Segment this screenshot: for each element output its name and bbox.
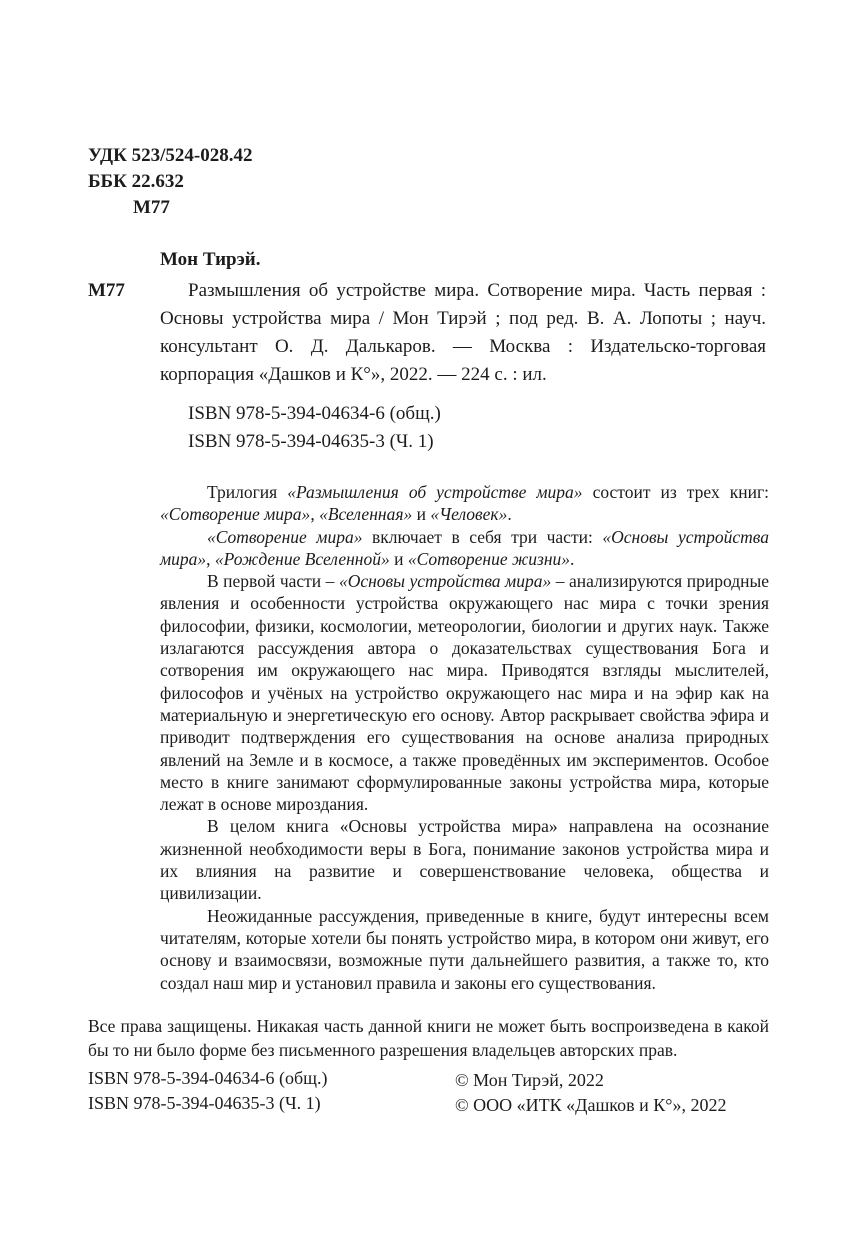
author-mark-left: М77: [88, 280, 125, 301]
bottom-isbn-part: ISBN 978-5-394-04635-3 (Ч. 1): [88, 1093, 321, 1113]
annotation-paragraph-1: [160, 481, 769, 526]
copyright-publisher: © ООО «ИТК «Дашков и К°», 2022: [455, 1095, 727, 1115]
italic-title: «Основы устройства мира»: [160, 526, 769, 569]
bottom-isbn-list: [88, 1066, 328, 1116]
record-isbn-list: [160, 400, 766, 456]
bibliographic-record: [160, 246, 766, 456]
text-run: включает в себя три части:: [362, 526, 603, 547]
text-run: ,: [310, 504, 320, 525]
text-run: состоит из трех книг:: [582, 482, 769, 502]
classification-codes: [88, 143, 252, 221]
italic-title: «Человек»: [430, 504, 508, 525]
annotation-paragraph-5: Неожиданные рассуждения, приведенные в книге, будут интересны всем читателям, которые хотели бы понять устройство мира, в котором они живут, его основу и взаимосвязи, возможные пути дальнейшего развития, а также то, кто создал наш мир и установил правила и законы его существования.: [160, 905, 769, 993]
annotation: [160, 481, 769, 994]
italic-title: «Рождение Вселенной»: [214, 548, 390, 569]
record-description: Размышления об устройстве мира. Сотворение мира. Часть первая : Основы устройства мира / Мон Тирэй ; под ред. В. А. Лопоты ; науч. консультант О. Д. Далькаров. — Москва : Издательско-торговая корпорация «Дашков и К°», 2022. — 224 с. : ил.: [160, 280, 766, 385]
text-run: ,: [206, 548, 215, 569]
copyright-author: © Мон Тирэй, 2022: [455, 1070, 604, 1090]
bottom-isbn-general: ISBN 978-5-394-04634-6 (общ.): [88, 1068, 328, 1088]
text-run: .: [570, 548, 575, 569]
udk-code: УДК 523/524-028.42: [88, 145, 253, 166]
text-run: и: [412, 504, 431, 525]
text-run: .: [507, 504, 512, 525]
record-author: Мон Тирэй.: [160, 249, 261, 270]
bbk-code: ББК 22.632: [88, 171, 184, 192]
text-run: – анализируются природные явления и особенности устройства окружающего нас мира с точки зрения философии, физики, космологии, метеорологии, биологии и других наук. Также излагаются рассуждения автора о доказательствах существования Бога и сотворения им окружающего нас мира. Приводятся взгляды мыслителей, философов и учёных на устройство окружающего нас мира и на эфир как на материальную и энергетическую его основу. Автор раскрывает свойства эфира и приводит подтверждения его существования на основе анализа природных явлений на Земле и в космосе, а также проведённых им экспериментов. Особое место в книге занимают сформулированные законы устройства мира, которые лежат в основе мироздания.: [160, 571, 769, 815]
annotation-paragraph-2: [160, 526, 769, 571]
text-run: Трилогия: [207, 482, 288, 502]
record-isbn-part: ISBN 978-5-394-04635-3 (Ч. 1): [188, 431, 434, 452]
rights-notice: Все права защищены. Никакая часть данной книги не может быть воспроизведена в какой бы то ни было форме без письменного разрешения владельцев авторских прав.: [88, 1016, 769, 1060]
italic-title: «Сотворение жизни»: [407, 548, 571, 569]
copyright-list: [455, 1068, 726, 1118]
italic-title: «Вселенная»: [319, 504, 413, 525]
italic-title: «Размышления об устройстве мира»: [287, 482, 583, 502]
annotation-paragraph-3: [160, 570, 769, 815]
italic-title: «Основы устройства мира»: [338, 571, 552, 592]
italic-title: «Сотворение мира»: [207, 526, 363, 547]
text-run: и: [389, 548, 408, 569]
italic-title: «Сотворение мира»: [160, 504, 311, 525]
annotation-paragraph-4: В целом книга «Основы устройства мира» направлена на осознание жизненной необходимости веры в Бога, понимание законов устройства мира и их влияния на развитие и совершенствование человека, общества и цивилизации.: [160, 816, 769, 904]
author-mark-code: М77: [133, 197, 170, 218]
record-isbn-general: ISBN 978-5-394-04634-6 (общ.): [188, 403, 441, 424]
text-run: В первой части –: [207, 571, 339, 592]
